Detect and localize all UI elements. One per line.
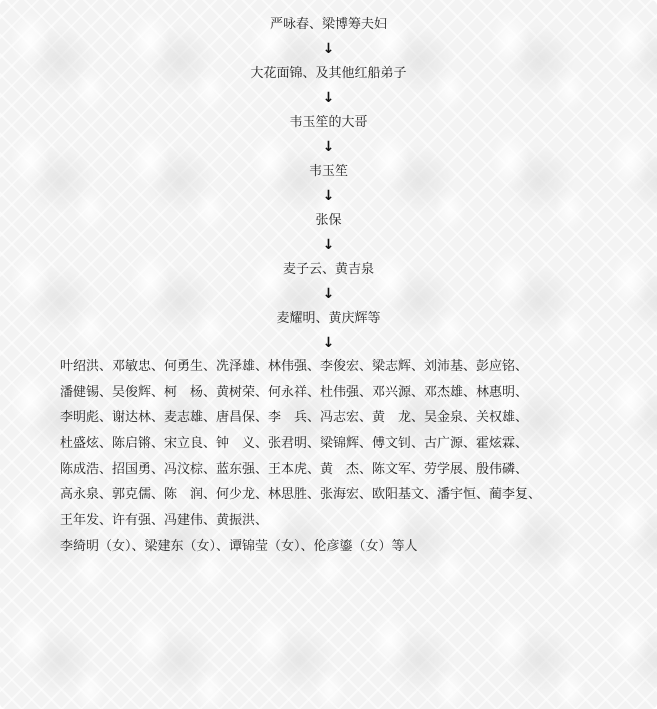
down-arrow-icon: ↓ (322, 188, 335, 204)
lineage-node-4: 韦玉笙 (308, 164, 348, 179)
down-arrow-icon: ↓ (322, 41, 335, 57)
lineage-node-1: 严咏春、梁博筹夫妇 (269, 17, 387, 32)
lineage-chart (0, 12, 657, 355)
down-arrow-icon: ↓ (322, 237, 335, 253)
lineage-node-5: 张保 (315, 213, 342, 228)
disciples-line: 陈成浩、招国勇、冯汶棕、蓝东强、王本虎、黄 杰、陈文军、劳学展、殷伟磷、 (60, 461, 529, 477)
lineage-node-7: 麦耀明、黄庆辉等 (276, 311, 381, 326)
disciples-line: 杜盛炫、陈启锵、宋立良、钟 义、张君明、梁锦辉、傅文钊、古广源、霍炫霖、 (60, 436, 529, 452)
lineage-node-6: 麦子云、黄吉泉 (282, 262, 374, 277)
disciples-list (60, 354, 650, 560)
lineage-node-3: 韦玉笙的大哥 (289, 115, 368, 130)
disciples-line: 叶绍洪、邓敏忠、何勇生、冼泽雄、林伟强、李俊宏、梁志辉、刘沛基、彭应铭、 (60, 359, 529, 374)
disciples-line: 李绮明（女）、梁建东（女）、谭锦莹（女）、伦彦鎏（女）等人 (60, 538, 418, 554)
disciples-line: 李明彪、谢达林、麦志雄、唐昌保、李 兵、冯志宏、黄 龙、吴金泉、关权雄、 (60, 410, 529, 426)
disciples-line: 高永泉、郭克儒、陈 润、何少龙、林思胜、张海宏、欧阳基文、潘宇恒、蔺李复、 (60, 487, 542, 503)
down-arrow-icon: ↓ (322, 139, 335, 155)
lineage-node-2: 大花面锦、及其他红船弟子 (250, 66, 407, 81)
disciples-line: 王年发、许有强、冯建伟、黄振洪、 (60, 513, 269, 529)
down-arrow-icon: ↓ (322, 286, 335, 302)
disciples-line: 潘健锡、吴俊辉、柯 杨、黄树荣、何永祥、杜伟强、邓兴源、邓杰雄、林惠明、 (60, 384, 529, 400)
down-arrow-icon: ↓ (322, 90, 335, 106)
down-arrow-icon: ↓ (322, 335, 335, 351)
